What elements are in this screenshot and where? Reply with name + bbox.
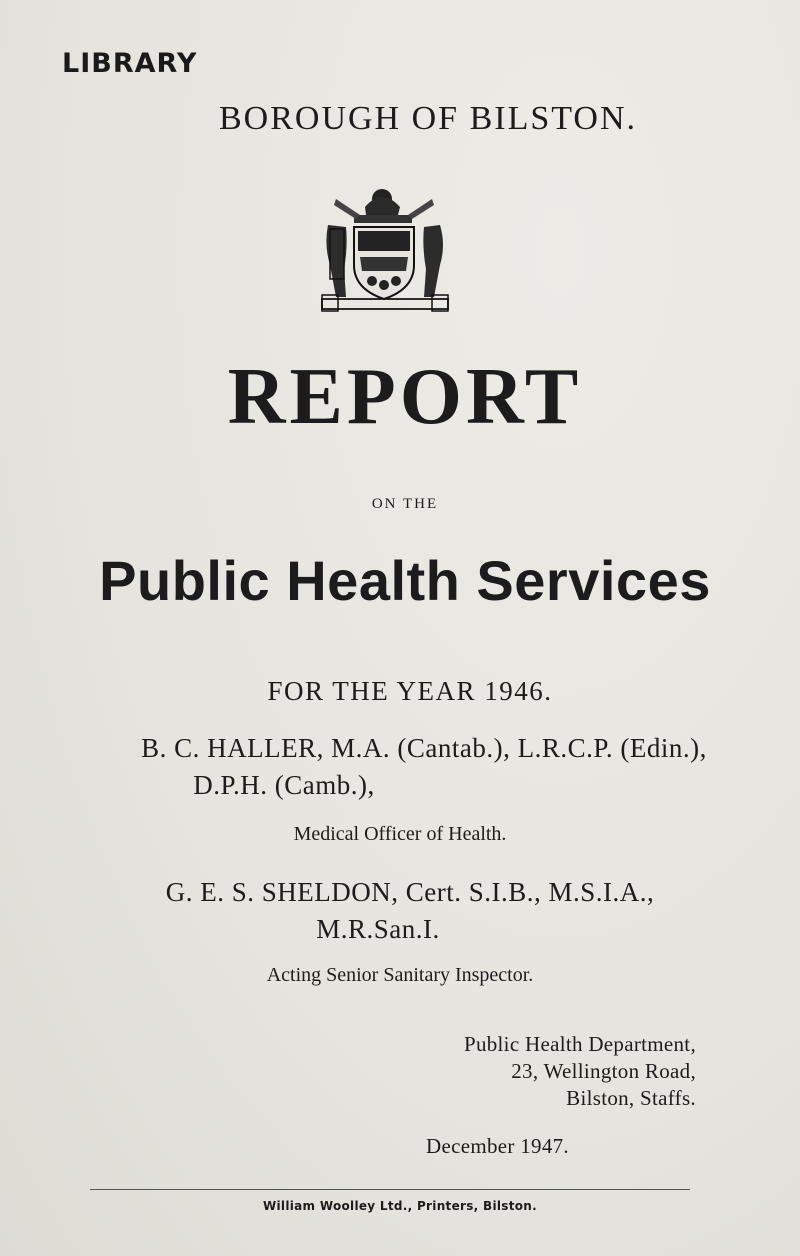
year-line: FOR THE YEAR 1946. — [267, 676, 553, 706]
subject-title: Public Health Services — [99, 549, 711, 612]
divider — [90, 1189, 690, 1190]
department-address — [464, 1031, 696, 1112]
publication-date: December 1947. — [426, 1134, 569, 1158]
address-line2: 23, Wellington Road, — [511, 1059, 696, 1083]
printer-imprint: William Woolley Ltd., Printers, Bilston. — [262, 1199, 538, 1213]
address-line3: Bilston, Staffs. — [566, 1086, 696, 1110]
officer-1-name-line1: B. C. HALLER, M.A. (Cantab.), L.R.C.P. (Edin.), — [141, 733, 707, 763]
on-the-label: ON THE — [371, 496, 439, 512]
officer-2-name-line1: G. E. S. SHELDON, Cert. S.I.B., M.S.I.A., — [165, 877, 655, 907]
borough-heading: BOROUGH OF BILSTON. — [218, 100, 638, 137]
library-stamp: LIBRARY — [62, 48, 198, 79]
officer-1-title: Medical Officer of Health. — [293, 823, 507, 845]
officer-1-name-line2: D.P.H. (Camb.), — [193, 770, 375, 800]
address-line1: Public Health Department, — [463, 1032, 696, 1056]
officer-2-name-line2: M.R.San.I. — [316, 914, 440, 944]
report-title: REPORT — [227, 353, 583, 441]
coat-of-arms-icon — [320, 185, 450, 313]
officer-2-title: Acting Senior Sanitary Inspector. — [266, 964, 534, 986]
